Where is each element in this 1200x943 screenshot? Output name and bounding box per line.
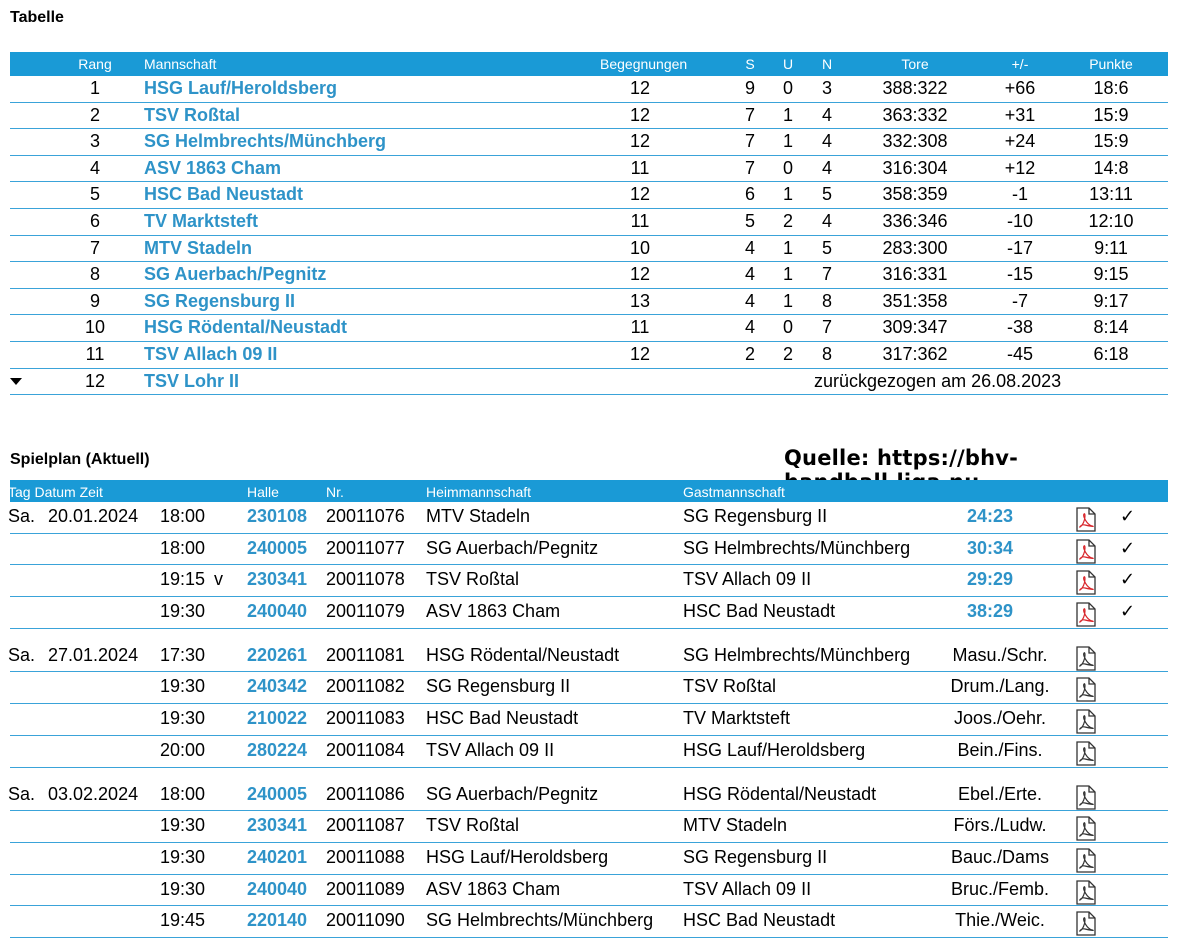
table-row [10, 597, 1168, 629]
points: 9:17 [1093, 290, 1129, 311]
table-row [10, 875, 1168, 907]
away-team: SG Helmbrechts/Münchberg [683, 537, 911, 558]
table-row [10, 262, 1168, 289]
table-row [10, 156, 1168, 183]
away-team: SG Regensburg II [683, 506, 828, 526]
goal-diff: +31 [1004, 104, 1036, 125]
draws: 0 [782, 78, 793, 98]
pdf-icon[interactable] [1075, 816, 1097, 841]
time: 19:30 [160, 601, 206, 622]
table-row [10, 780, 1168, 812]
draws: 2 [782, 210, 793, 231]
team-link[interactable]: MTV Stadeln [144, 237, 253, 258]
header-day-date-time: Tag Datum Zeit [8, 484, 103, 500]
goals: 358:359 [882, 184, 948, 205]
table-row [10, 502, 1168, 534]
draws: 0 [782, 157, 793, 178]
rank: 3 [89, 131, 100, 152]
points: 12:10 [1088, 210, 1134, 231]
table-row [10, 736, 1168, 768]
referees: Bein./Fins. [957, 739, 1043, 760]
time: 19:30 [160, 815, 206, 836]
header-u: U [782, 56, 794, 72]
game-number: 20011081 [326, 644, 405, 665]
table-row [10, 704, 1168, 736]
team-link[interactable]: TSV Lohr II [144, 370, 240, 391]
draws: 1 [782, 264, 793, 285]
draws: 1 [782, 237, 793, 258]
source-label: Quelle: https://bhv- [784, 446, 1019, 470]
rank: 5 [89, 184, 100, 205]
points: 6:18 [1093, 343, 1129, 364]
home-team: MTV Stadeln [426, 506, 531, 526]
home-team: SG Auerbach/Pegnitz [426, 537, 599, 558]
games: 12 [629, 264, 651, 285]
result-link[interactable]: 29:29 [966, 569, 1014, 590]
day: Sa. [8, 783, 36, 804]
goal-diff: -38 [1006, 317, 1033, 338]
goal-diff: +66 [1004, 78, 1036, 98]
games: 11 [630, 157, 650, 178]
day: Sa. [8, 644, 36, 665]
time: 18:00 [160, 537, 206, 558]
time: 20:00 [160, 739, 206, 760]
wins: 4 [744, 264, 755, 285]
points: 18:6 [1093, 78, 1129, 98]
losses: 8 [821, 290, 832, 311]
draws: 1 [782, 104, 793, 125]
header-team: Mannschaft [144, 56, 217, 72]
date: 20.01.2024 [48, 506, 139, 526]
team-link[interactable]: TSV Roßtal [144, 104, 241, 125]
goals: 316:304 [882, 157, 948, 178]
table-row [10, 641, 1168, 673]
table-row-withdrawn [10, 369, 1168, 396]
hall-link[interactable]: 240005 [247, 783, 308, 804]
games: 11 [630, 210, 650, 231]
referees: Förs./Ludw. [953, 815, 1047, 836]
referees: Thie./Weic. [955, 910, 1045, 931]
goal-diff: +24 [1004, 131, 1036, 152]
hall-link[interactable]: 280224 [247, 739, 308, 760]
away-team: TSV Allach 09 II [683, 569, 812, 590]
table-row [10, 534, 1168, 566]
time: 19:45 [160, 910, 206, 931]
goal-diff: -15 [1006, 264, 1033, 285]
time: 18:00 [160, 506, 206, 526]
table-row [10, 342, 1168, 369]
games: 10 [629, 237, 651, 258]
pdf-icon[interactable] [1075, 539, 1097, 564]
wins: 5 [744, 210, 755, 231]
table-row [10, 236, 1168, 263]
standings-table [10, 52, 1168, 395]
pdf-icon[interactable] [1075, 785, 1097, 810]
wins: 2 [744, 343, 755, 364]
games: 12 [629, 343, 651, 364]
team-link[interactable]: HSC Bad Neustadt [144, 184, 304, 205]
team-link[interactable]: HSG Rödental/Neustadt [144, 317, 348, 338]
team-link[interactable]: SG Helmbrechts/Münchberg [144, 131, 387, 152]
draws: 1 [782, 184, 793, 205]
referees: Masu./Schr. [952, 644, 1048, 665]
header-s: S [745, 56, 755, 72]
team-link[interactable]: SG Auerbach/Pegnitz [144, 264, 327, 285]
header-diff: +/- [1011, 56, 1029, 72]
header-points: Punkte [1089, 56, 1133, 72]
pdf-icon[interactable] [1075, 602, 1097, 627]
rank: 7 [89, 237, 100, 258]
goal-diff: -10 [1006, 210, 1033, 231]
pdf-icon[interactable] [1075, 848, 1097, 873]
goals: 363:332 [882, 104, 948, 125]
game-number: 20011089 [326, 878, 405, 899]
hall-link[interactable]: 230341 [247, 815, 308, 836]
points: 15:9 [1093, 131, 1129, 152]
goals: 332:308 [882, 131, 948, 152]
goal-diff: -1 [1011, 184, 1028, 205]
result-link[interactable]: 30:34 [966, 537, 1014, 558]
time: 19:15 [160, 569, 206, 590]
points: 8:14 [1093, 317, 1129, 338]
losses: 7 [821, 317, 832, 338]
wins: 7 [744, 157, 755, 178]
checkmark-icon: ✓ [1120, 506, 1136, 526]
away-team: TSV Allach 09 II [683, 878, 812, 899]
hall-link[interactable]: 230341 [247, 569, 308, 590]
team-link[interactable]: TV Marktsteft [144, 210, 259, 231]
losses: 4 [821, 104, 832, 125]
hall-link[interactable]: 230108 [247, 506, 308, 526]
referees: Bauc./Dams [950, 846, 1050, 867]
losses: 4 [821, 131, 832, 152]
referees: Ebel./Erte. [957, 783, 1043, 804]
rank: 6 [89, 210, 100, 231]
schedule-table [10, 480, 1168, 938]
away-team: HSG Rödental/Neustadt [683, 783, 877, 804]
goal-diff: -7 [1011, 290, 1028, 311]
team-link[interactable]: ASV 1863 Cham [144, 157, 282, 178]
home-team: ASV 1863 Cham [426, 878, 561, 899]
day: Sa. [8, 506, 36, 526]
draws: 2 [782, 343, 793, 364]
goals: 317:362 [882, 343, 948, 364]
points: 13:11 [1089, 184, 1133, 205]
standings-header [10, 52, 1168, 76]
home-team: HSG Lauf/Heroldsberg [426, 846, 609, 867]
wins: 4 [744, 290, 755, 311]
pdf-icon[interactable] [1075, 677, 1097, 702]
hall-link[interactable]: 240342 [247, 676, 308, 697]
goals: 283:300 [882, 237, 948, 258]
header-rank: Rang [78, 56, 112, 72]
time: 19:30 [160, 708, 206, 729]
hall-link[interactable]: 220140 [247, 910, 308, 931]
table-row [10, 843, 1168, 875]
games: 12 [629, 104, 651, 125]
losses: 4 [821, 157, 832, 178]
rank: 12 [84, 370, 106, 391]
group-gap [10, 768, 1168, 780]
rank: 1 [89, 78, 100, 98]
pdf-icon[interactable] [1075, 570, 1097, 595]
away-team: HSC Bad Neustadt [683, 601, 836, 622]
rank: 9 [89, 290, 100, 311]
game-number: 20011079 [326, 601, 405, 622]
schedule-body [10, 502, 1168, 938]
home-team: SG Helmbrechts/Münchberg [426, 910, 654, 931]
game-number: 20011087 [326, 815, 405, 836]
losses: 5 [821, 237, 832, 258]
goals: 351:358 [882, 290, 948, 311]
game-number: 20011077 [326, 537, 405, 558]
home-team: HSG Rödental/Neustadt [426, 644, 620, 665]
withdrawn-note: zurückgezogen am 26.08.2023 [814, 370, 1062, 391]
game-number: 20011083 [326, 708, 405, 729]
table-row [10, 209, 1168, 236]
hall-link[interactable]: 220261 [247, 644, 308, 665]
pdf-icon[interactable] [1075, 507, 1097, 532]
away-team: SG Regensburg II [683, 846, 828, 867]
away-team: TSV Roßtal [683, 676, 777, 697]
hall-link[interactable]: 240005 [247, 537, 308, 558]
pdf-icon[interactable] [1075, 911, 1097, 936]
schedule-header [10, 480, 1168, 502]
time: 19:30 [160, 878, 206, 899]
table-row [10, 565, 1168, 597]
hall-link[interactable]: 240201 [247, 846, 308, 867]
team-link[interactable]: TSV Allach 09 II [144, 343, 278, 364]
date: 27.01.2024 [48, 644, 139, 665]
wins: 6 [744, 184, 755, 205]
time: 17:30 [160, 644, 206, 665]
schedule-title: Spielplan (Aktuell) [10, 451, 150, 468]
game-number: 20011086 [326, 783, 405, 804]
losses: 4 [821, 210, 832, 231]
game-number: 20011076 [326, 506, 405, 526]
goal-diff: -45 [1006, 343, 1033, 364]
table-row [10, 811, 1168, 843]
away-team: MTV Stadeln [683, 815, 788, 836]
header-hall: Halle [247, 484, 279, 500]
header-games: Begegnungen [600, 56, 688, 72]
time: 18:00 [160, 783, 206, 804]
table-row [10, 129, 1168, 156]
table-row [10, 76, 1168, 103]
header-away: Gastmannschaft [683, 484, 785, 500]
game-number: 20011090 [326, 910, 405, 931]
goal-diff: -17 [1006, 237, 1033, 258]
goals: 316:331 [882, 264, 948, 285]
hall-link[interactable]: 240040 [247, 601, 308, 622]
date: 03.02.2024 [48, 783, 139, 804]
game-number: 20011078 [326, 569, 405, 590]
home-team: SG Regensburg II [426, 676, 571, 697]
table-row [10, 103, 1168, 130]
home-team: TSV Roßtal [426, 569, 520, 590]
game-number: 20011082 [326, 676, 405, 697]
points: 9:11 [1094, 237, 1128, 258]
header-nr: Nr. [326, 484, 344, 500]
points: 14:8 [1093, 157, 1129, 178]
table-row [10, 182, 1168, 209]
goals: 388:322 [882, 78, 948, 98]
team-link[interactable]: HSG Lauf/Heroldsberg [144, 78, 338, 98]
flag: v [214, 569, 223, 590]
games: 13 [629, 290, 651, 311]
away-team: TV Marktsteft [683, 708, 791, 729]
time: 19:30 [160, 846, 206, 867]
home-team: TSV Allach 09 II [426, 739, 555, 760]
table-row [10, 906, 1168, 938]
pdf-icon[interactable] [1075, 646, 1097, 671]
away-team: SG Helmbrechts/Münchberg [683, 644, 911, 665]
losses: 5 [821, 184, 832, 205]
games: 12 [629, 131, 651, 152]
header-n: N [821, 56, 833, 72]
points: 15:9 [1093, 104, 1129, 125]
hall-link[interactable]: 240040 [247, 878, 308, 899]
away-team: HSG Lauf/Heroldsberg [683, 739, 866, 760]
table-row [10, 315, 1168, 342]
goals: 309:347 [882, 317, 948, 338]
home-team: HSC Bad Neustadt [426, 708, 579, 729]
group-gap [10, 629, 1168, 641]
table-row [10, 672, 1168, 704]
standings-title: Tabelle [10, 9, 64, 26]
header-home: Heimmannschaft [426, 484, 532, 500]
header-goals: Tore [901, 56, 929, 72]
wins: 4 [744, 317, 755, 338]
referees: Drum./Lang. [950, 676, 1050, 697]
games: 11 [630, 317, 650, 338]
points: 9:15 [1093, 264, 1129, 285]
home-team: TSV Roßtal [426, 815, 520, 836]
wins: 7 [744, 131, 755, 152]
rank: 2 [89, 104, 100, 125]
table-row [10, 289, 1168, 316]
result-link[interactable]: 24:23 [966, 506, 1014, 526]
away-team: HSC Bad Neustadt [683, 910, 836, 931]
team-link[interactable]: SG Regensburg II [144, 290, 296, 311]
game-number: 20011084 [326, 739, 405, 760]
draws: 1 [782, 131, 793, 152]
standings-body [10, 76, 1168, 369]
losses: 8 [821, 343, 832, 364]
game-number: 20011088 [326, 846, 405, 867]
checkmark-icon: ✓ [1120, 569, 1136, 590]
home-team: ASV 1863 Cham [426, 601, 561, 622]
rank: 10 [84, 317, 106, 338]
referees: Joos./Oehr. [953, 708, 1047, 729]
wins: 4 [744, 237, 755, 258]
home-team: SG Auerbach/Pegnitz [426, 783, 599, 804]
rank: 8 [89, 264, 100, 285]
rank: 11 [85, 343, 105, 364]
wins: 7 [744, 104, 755, 125]
pdf-icon[interactable] [1075, 709, 1097, 734]
time: 19:30 [160, 676, 206, 697]
pdf-icon[interactable] [1075, 741, 1097, 766]
draws: 1 [782, 290, 793, 311]
games: 12 [629, 184, 651, 205]
draws: 0 [782, 317, 793, 338]
referees: Bruc./Femb. [950, 878, 1050, 899]
losses: 3 [821, 78, 832, 98]
wins: 9 [744, 78, 755, 98]
checkmark-icon: ✓ [1120, 601, 1136, 622]
result-link[interactable]: 38:29 [966, 601, 1014, 622]
checkmark-icon: ✓ [1120, 537, 1136, 558]
goals: 336:346 [882, 210, 948, 231]
triangle-down-icon[interactable] [10, 378, 22, 385]
hall-link[interactable]: 210022 [247, 708, 308, 729]
rank: 4 [89, 157, 100, 178]
pdf-icon[interactable] [1075, 880, 1097, 905]
goal-diff: +12 [1004, 157, 1036, 178]
losses: 7 [821, 264, 832, 285]
games: 12 [629, 78, 651, 98]
